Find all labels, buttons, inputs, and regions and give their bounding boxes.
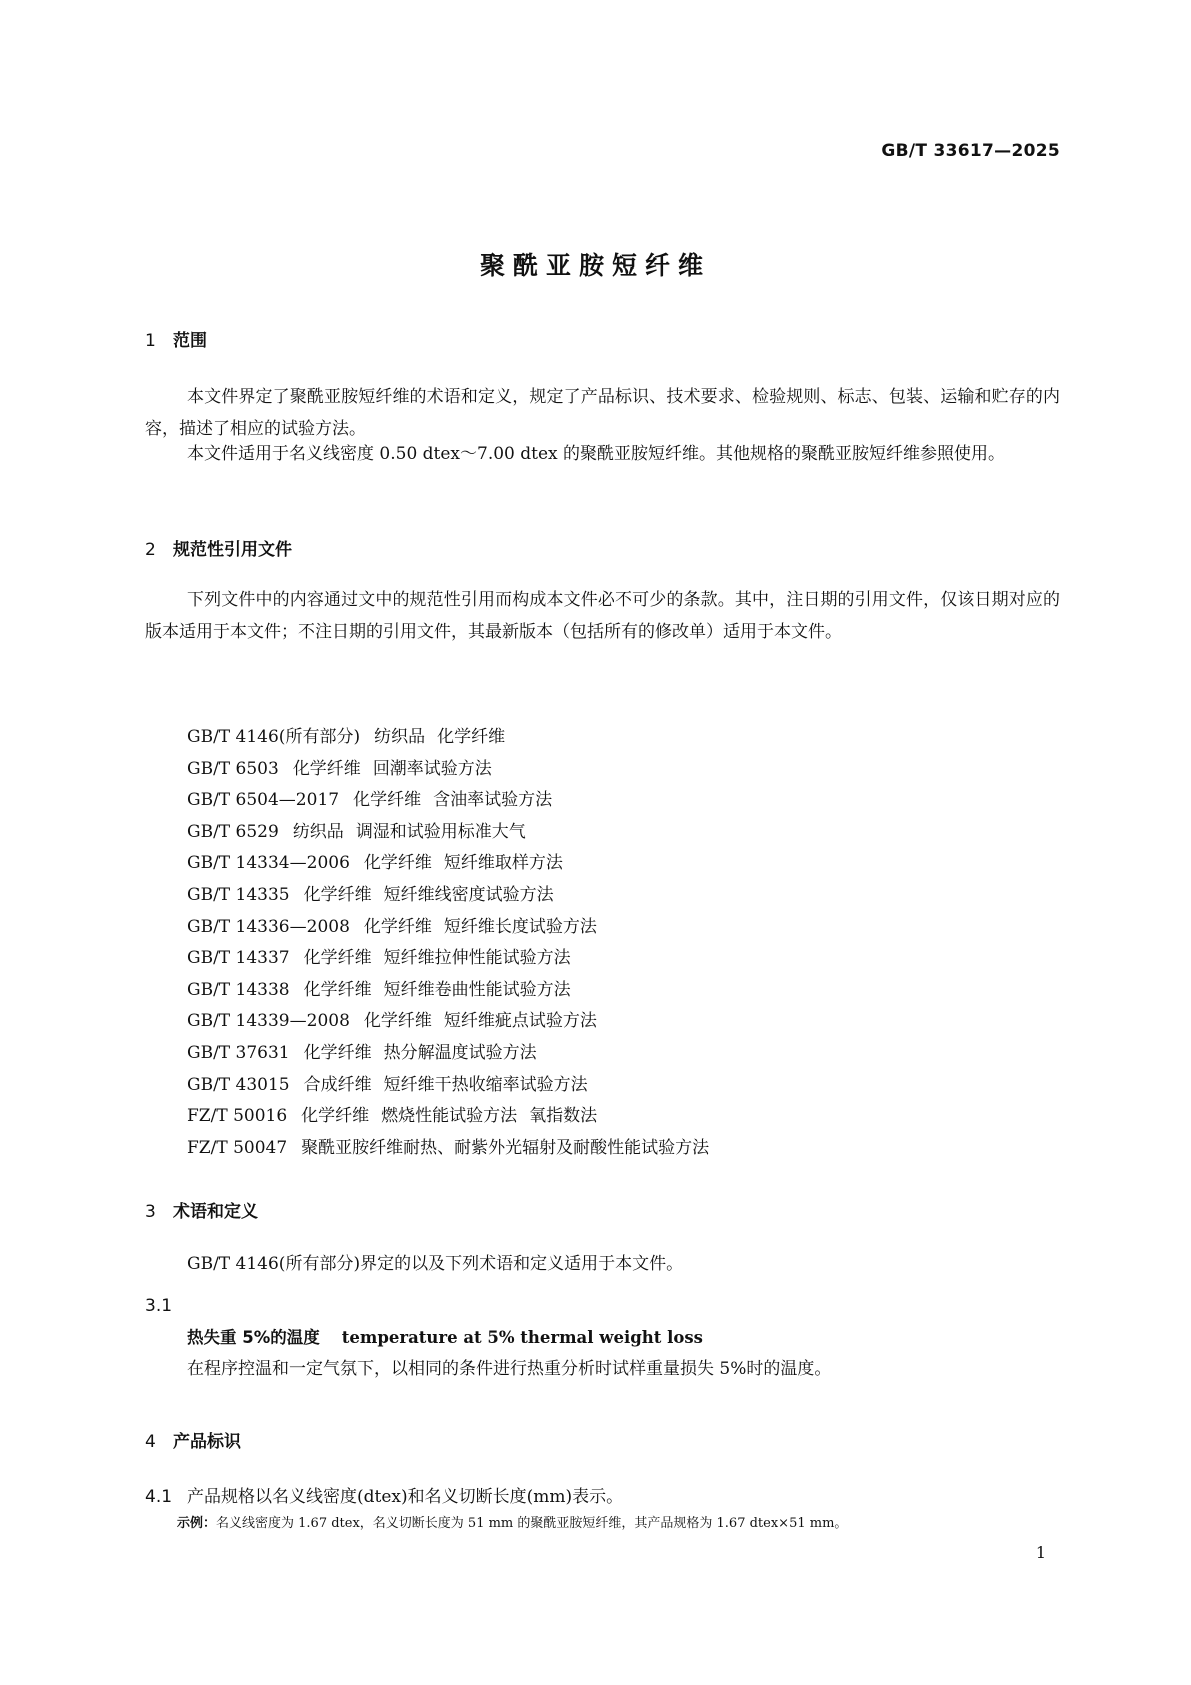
reference-item	[187, 975, 709, 1007]
reference-item	[187, 1133, 709, 1165]
reference-item	[187, 785, 709, 817]
section-title: 规范性引用文件	[173, 540, 292, 560]
scope-paragraph-1: 本文件界定了聚酰亚胺短纤维的术语和定义，规定了产品标识、技术要求、检验规则、标志、包装、运输和贮存的内容，描述了相应的试验方法。	[145, 387, 1060, 439]
section-number: 1	[145, 331, 156, 351]
section-heading-scope	[145, 326, 207, 351]
reference-code: GB/T 4146(所有部分)	[187, 727, 361, 747]
reference-title-part: 短纤维疵点试验方法	[443, 1011, 597, 1032]
reference-code: GB/T 43015	[187, 1074, 290, 1095]
reference-code: GB/T 14339—2008	[187, 1011, 350, 1032]
reference-title-part: 短纤维干热收缩率试验方法	[383, 1074, 588, 1095]
reference-title-part: 回潮率试验方法	[372, 758, 492, 779]
reference-code: FZ/T 50016	[187, 1106, 288, 1127]
term-number: 3.1	[145, 1296, 173, 1316]
reference-code: GB/T 14334—2006	[187, 853, 350, 874]
reference-title-part: 短纤维线密度试验方法	[383, 884, 554, 905]
term-definition: 在程序控温和一定气氛下，以相同的条件进行热重分析时试样重量损失 5%时的温度。	[187, 1359, 832, 1379]
example-note	[177, 1512, 847, 1531]
reference-title-part: 氧指数法	[529, 1106, 598, 1127]
reference-item	[187, 880, 709, 912]
reference-title-part: 纺织品	[292, 821, 344, 842]
reference-code: GB/T 6504—2017	[187, 790, 340, 811]
reference-title-part: 聚酰亚胺纤维耐热、耐紫外光辐射及耐酸性能试验方法	[301, 1137, 710, 1158]
section-number: 3	[145, 1202, 156, 1222]
section-title: 产品标识	[173, 1432, 241, 1452]
reference-code: GB/T 14336—2008	[187, 916, 350, 937]
reference-code: GB/T 14335	[187, 884, 290, 905]
reference-item	[187, 943, 709, 975]
example-text: 名义线密度为 1.67 dtex，名义切断长度为 51 mm 的聚酰亚胺短纤维，其产品规格为 1.67 dtex×51 mm。	[216, 1516, 848, 1531]
reference-title-part: 化学纤维	[301, 1106, 370, 1127]
reference-item	[187, 1070, 709, 1102]
reference-title-part: 短纤维长度试验方法	[443, 916, 597, 937]
page-number: 1	[1035, 1543, 1046, 1562]
section-title: 范围	[173, 331, 207, 351]
reference-title-part: 热分解温度试验方法	[383, 1042, 537, 1063]
reference-list	[187, 722, 709, 1164]
reference-item	[187, 848, 709, 880]
reference-title-part: 化学纤维	[303, 884, 372, 905]
reference-item	[187, 1038, 709, 1070]
reference-title-part: 化学纤维	[363, 1011, 432, 1032]
reference-title-part: 调湿和试验用标准大气	[355, 821, 526, 842]
clause-4-1	[145, 1482, 623, 1507]
reference-code: FZ/T 50047	[187, 1137, 288, 1158]
reference-title-part: 化学纤维	[437, 727, 506, 747]
terms-intro: GB/T 4146(所有部分)界定的以及下列术语和定义适用于本文件。	[187, 1254, 684, 1274]
reference-code: GB/T 6529	[187, 821, 279, 842]
reference-title-part: 燃烧性能试验方法	[381, 1106, 518, 1127]
section-heading-terms	[145, 1197, 258, 1222]
clause-number: 4.1	[145, 1487, 173, 1507]
reference-item	[187, 722, 709, 754]
reference-title-part: 纺织品	[374, 727, 426, 747]
example-label: 示例：	[177, 1516, 217, 1531]
section-title: 术语和定义	[173, 1202, 258, 1222]
reference-title-part: 化学纤维	[303, 1042, 372, 1063]
reference-code: GB/T 6503	[187, 758, 279, 779]
clause-text: 产品规格以名义线密度(dtex)和名义切断长度(mm)表示。	[187, 1487, 624, 1507]
scope-paragraph-2: 本文件适用于名义线密度 0.50 dtex～7.00 dtex 的聚酰亚胺短纤维。其他规格的聚酰亚胺短纤维参照使用。	[187, 444, 1006, 464]
reference-code: GB/T 37631	[187, 1042, 290, 1063]
reference-title-part: 合成纤维	[303, 1074, 372, 1095]
reference-title-part: 短纤维取样方法	[443, 853, 563, 874]
standard-number: GB/T 33617—2025	[881, 141, 1060, 161]
reference-item	[187, 912, 709, 944]
reference-title-part: 化学纤维	[303, 948, 372, 969]
term-chinese: 热失重 5%的温度	[187, 1328, 320, 1347]
reference-title-part: 化学纤维	[363, 853, 432, 874]
reference-title-part: 化学纤维	[292, 758, 361, 779]
reference-title-part: 含油率试验方法	[433, 790, 553, 811]
term-entry	[187, 1324, 703, 1348]
reference-item	[187, 1006, 709, 1038]
reference-title-part: 短纤维拉伸性能试验方法	[383, 948, 571, 969]
reference-item	[187, 1101, 709, 1133]
term-english: temperature at 5% thermal weight loss	[341, 1328, 703, 1347]
section-number: 4	[145, 1432, 156, 1452]
reference-title-part: 化学纤维	[303, 979, 372, 1000]
reference-item	[187, 817, 709, 849]
references-intro: 下列文件中的内容通过文中的规范性引用而构成本文件必不可少的条款。其中，注日期的引用文件，仅该日期对应的版本适用于本文件；不注日期的引用文件，其最新版本（包括所有的修改单）适用于本文件。	[145, 590, 1060, 642]
section-number: 2	[145, 540, 156, 560]
document-title: 聚酰亚胺短纤维	[479, 251, 711, 280]
reference-title-part: 化学纤维	[353, 790, 422, 811]
reference-title-part: 化学纤维	[363, 916, 432, 937]
section-heading-product-identification	[145, 1427, 241, 1452]
reference-title-part: 短纤维卷曲性能试验方法	[383, 979, 571, 1000]
reference-code: GB/T 14337	[187, 948, 290, 969]
reference-code: GB/T 14338	[187, 979, 290, 1000]
section-heading-normative-references	[145, 535, 292, 560]
reference-item	[187, 754, 709, 786]
